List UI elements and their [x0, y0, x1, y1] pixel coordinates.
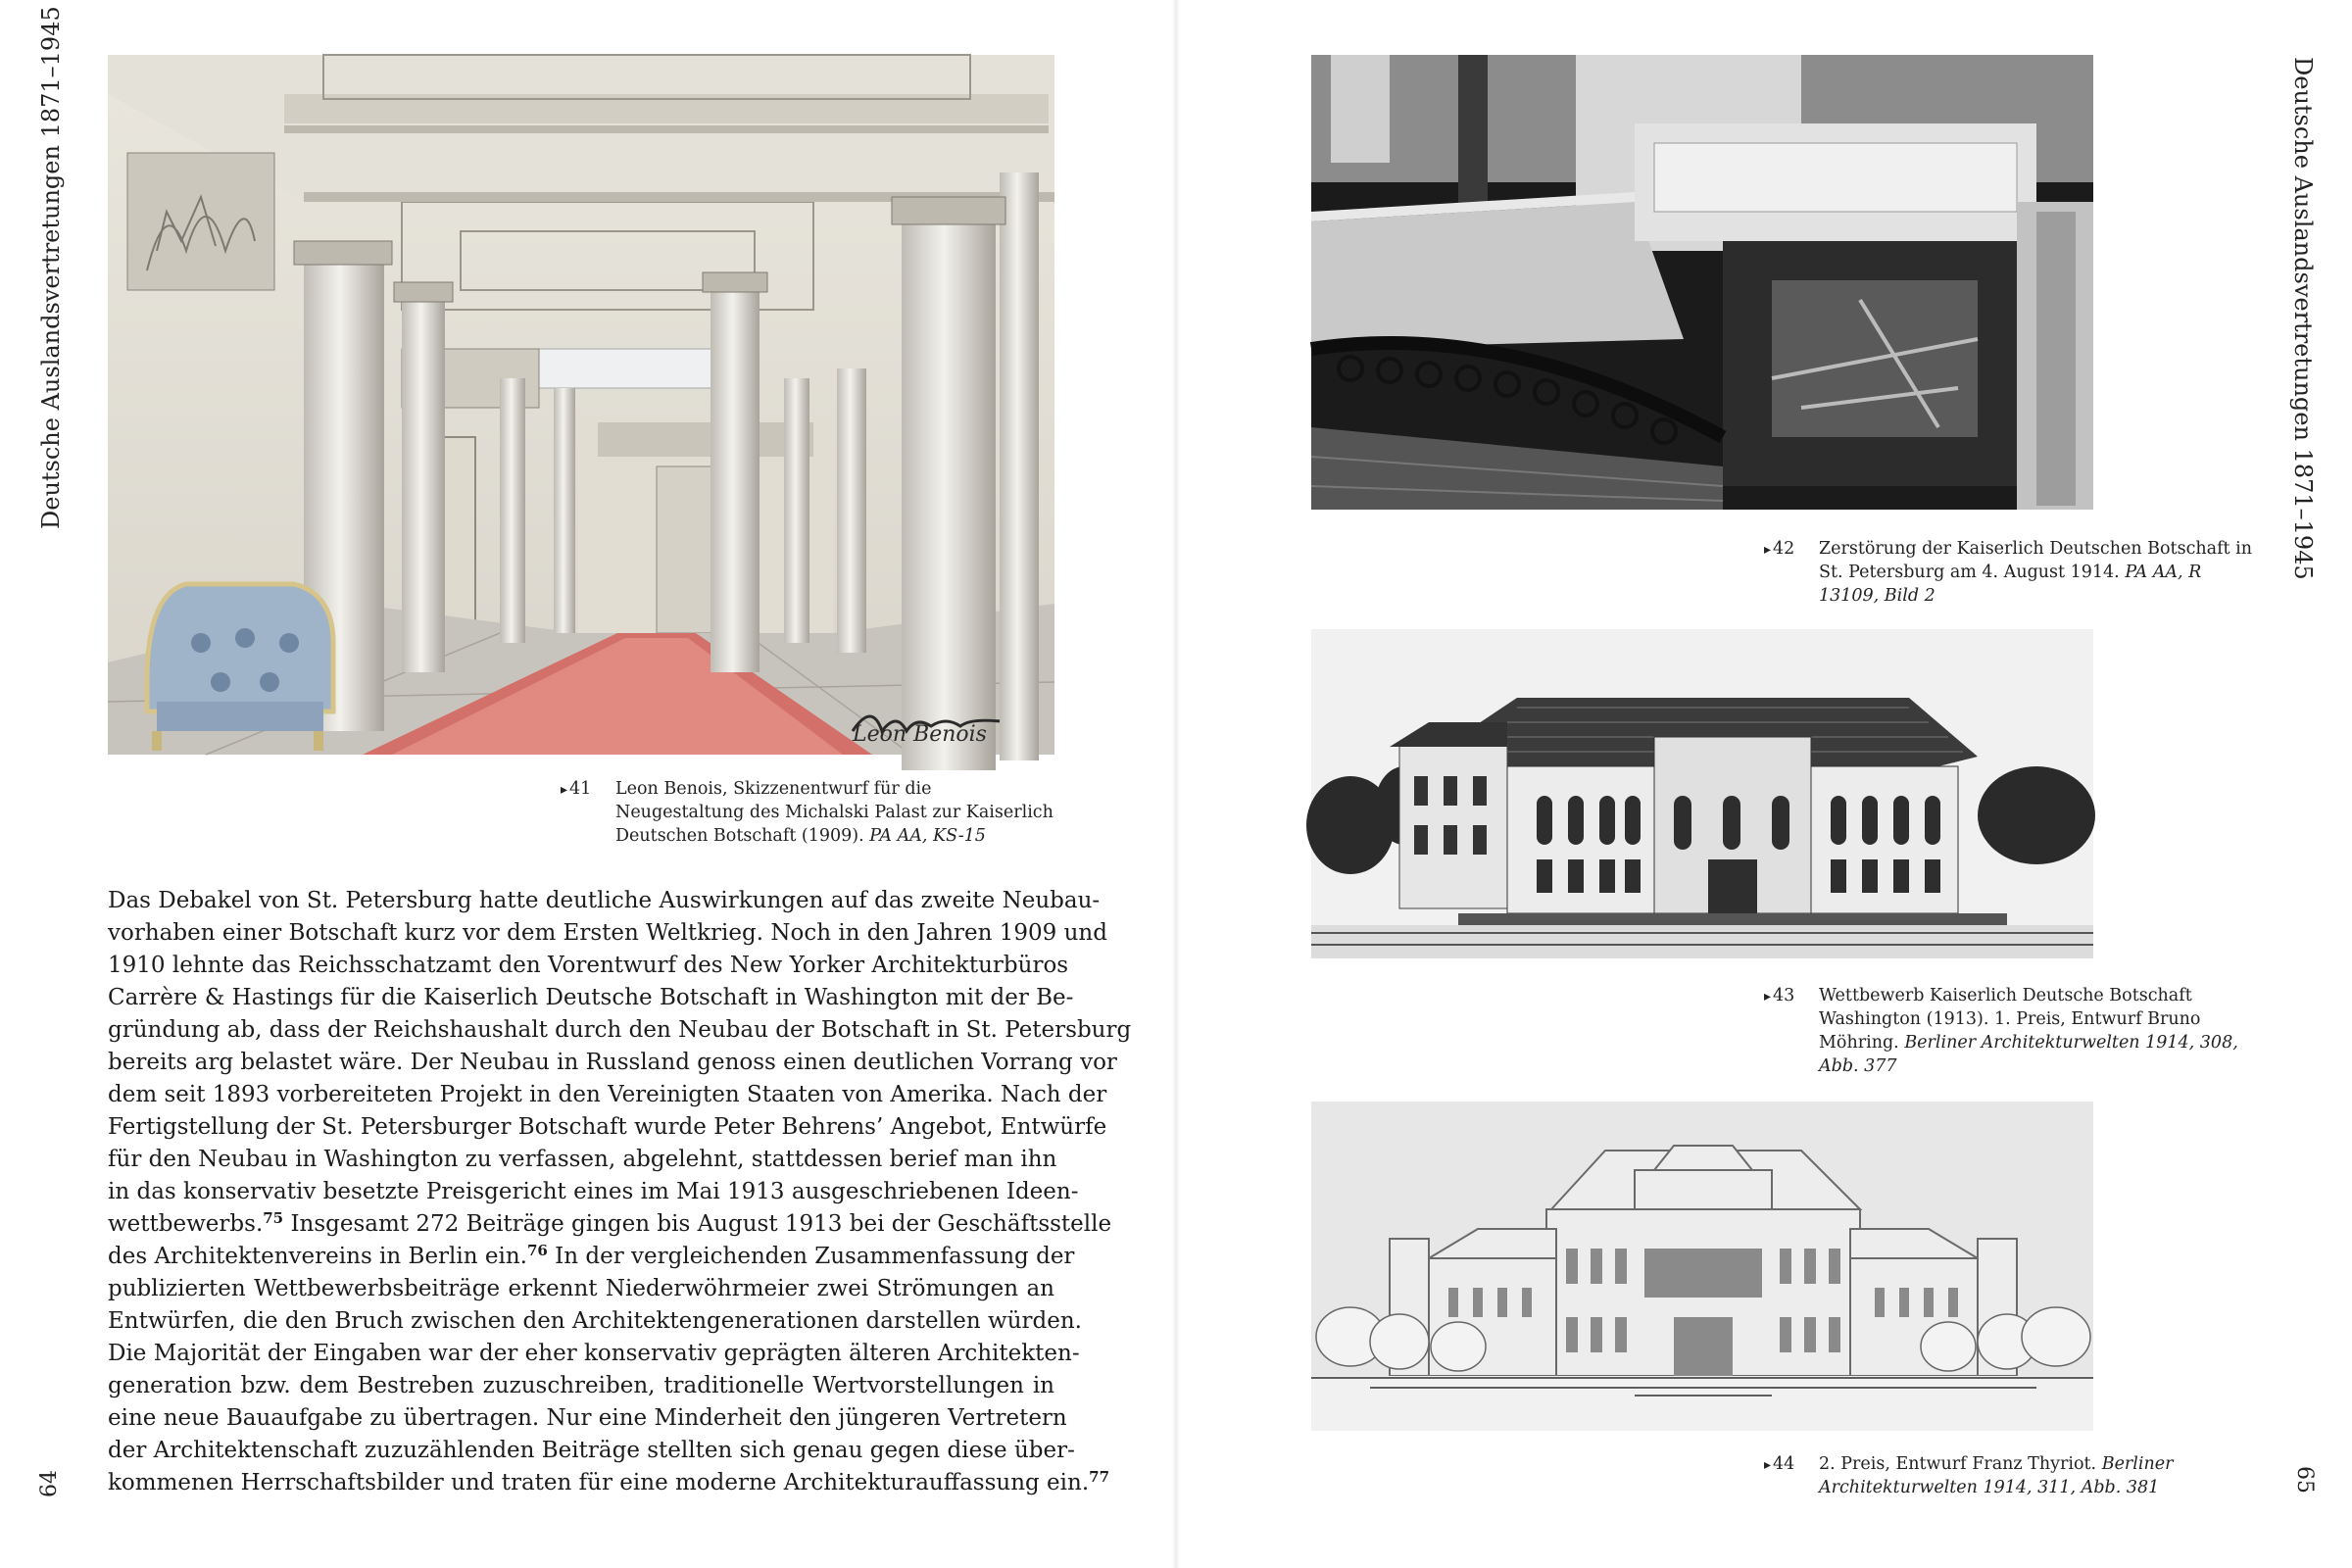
body-line-part: In der vergleichenden Zusammenfassung der — [555, 1244, 1075, 1269]
running-head-right: Deutsche Auslandsvertretungen 1871–1945 — [2289, 57, 2317, 580]
body-line: dem seit 1893 vorbereiteten Projekt in den Vereinigten Staaten von Amerika. Nach der — [108, 1082, 1107, 1107]
page-number-right: 65 — [2292, 1466, 2317, 1494]
figure-number-44: ▸ 44 — [1764, 1452, 1794, 1477]
body-line-part: des Architektenvereins in Berlin ein. — [108, 1244, 527, 1269]
caption-source-41: PA AA, KS-15 — [869, 826, 986, 846]
body-line: gründung ab, dass der Reichshaushalt durch den Neubau der Botschaft in St. Petersburg — [108, 1017, 1132, 1043]
figure-42-destruction-photo — [1311, 55, 2093, 510]
footnote-ref-75: 75 — [263, 1209, 284, 1227]
body-line: Fertigstellung der St. Petersburger Botschaft wurde Peter Behrens’ Angebot, Entwürfe — [108, 1114, 1107, 1140]
caption-figure-44 — [1773, 1452, 2240, 1499]
figure-number-41: ▸ 41 — [561, 777, 591, 802]
artist-signature: Leon Benois — [853, 722, 987, 747]
body-line: Entwürfen, die den Bruch zwischen den Architektengenerationen darstellen würden. — [108, 1308, 1082, 1334]
caption-source-42: PA AA, R 13109, Bild 2 — [1819, 563, 2202, 606]
caption-text-43: Wettbewerb Kaiserlich Deutsche Botschaft Washington (1913). 1. Preis, Entwurf Bruno Möhring. — [1819, 986, 2201, 1053]
caption-text-44: 2. Preis, Entwurf Franz Thyriot. — [1819, 1454, 2097, 1474]
body-line-with-footnotes — [108, 1467, 1110, 1499]
body-line: publizierten Wettbewerbsbeiträge erkennt Niederwöhrmeier zwei Strömungen an — [108, 1276, 1054, 1301]
body-line: Carrère & Hastings für die Kaiserlich Deutsche Botschaft in Washington mit der Be- — [108, 985, 1074, 1010]
body-line-part: Insgesamt 272 Beiträge gingen bis August 1913 bei der Geschäftsstelle — [290, 1211, 1112, 1237]
body-text — [108, 885, 1132, 1499]
figure-number-43: ▸ 43 — [1764, 984, 1794, 1008]
caption-figure-42 — [1773, 537, 2260, 608]
body-line-with-footnotes — [108, 1241, 1075, 1273]
body-line: für den Neubau in Washington zu verfassen, abgelehnt, stattdessen berief man ihn — [108, 1147, 1057, 1172]
caption-figure-41 — [569, 777, 1054, 848]
figure-number-42: ▸ 42 — [1764, 537, 1794, 562]
body-line: vorhaben einer Botschaft kurz vor dem Ersten Weltkrieg. Noch in den Jahren 1909 und — [108, 920, 1107, 946]
body-line: generation bzw. dem Bestreben zuzuschreiben, traditionelle Wertvorstellungen in — [108, 1373, 1054, 1398]
body-line-part: wettbewerbs. — [108, 1211, 264, 1237]
body-line: bereits arg belastet wäre. Der Neubau in Russland genoss einen deutlichen Vorrang vor — [108, 1050, 1117, 1075]
body-line-part: kommenen Herrschaftsbilder und traten für eine moderne Architekturauffassung ein. — [108, 1470, 1090, 1495]
body-line-with-footnotes — [108, 1208, 1112, 1241]
body-line: in das konservativ besetzte Preisgericht eines im Mai 1913 ausgeschriebenen Ideen- — [108, 1179, 1079, 1204]
caption-source-43: Berliner Architekturwelten 1914, 308, Abb. 377 — [1819, 1033, 2238, 1076]
caption-text-42: Zerstörung der Kaiserlich Deutschen Botschaft in St. Petersburg am 4. August 1914. — [1819, 539, 2253, 582]
running-head-left: Deutsche Auslandsvertretungen 1871–1945 — [37, 6, 65, 529]
body-line: eine neue Bauaufgabe zu übertragen. Nur eine Minderheit den jüngeren Vertretern — [108, 1405, 1067, 1431]
body-line: Das Debakel von St. Petersburg hatte deutliche Auswirkungen auf das zweite Neubau- — [108, 888, 1101, 913]
footnote-ref-77: 77 — [1089, 1468, 1110, 1486]
caption-source-44: Berliner Architekturwelten 1914, 311, Abb. 381 — [1819, 1454, 2174, 1497]
body-line: der Architektenschaft zuzuzählenden Beiträge stellten sich genau gegen diese über- — [108, 1438, 1075, 1463]
caption-figure-43 — [1773, 984, 2240, 1078]
figure-44-thyriot-facade — [1311, 1102, 2093, 1431]
book-gutter — [1172, 0, 1180, 1568]
figure-43-moehring-facade — [1311, 629, 2093, 958]
body-line: 1910 lehnte das Reichsschatzamt den Vorentwurf des New Yorker Architekturbüros — [108, 953, 1069, 978]
page-number-left: 64 — [37, 1470, 62, 1497]
body-line: Die Majorität der Eingaben war der eher konservativ geprägten älteren Architekten- — [108, 1341, 1080, 1366]
footnote-ref-76: 76 — [526, 1242, 548, 1259]
figure-41-interior-sketch — [108, 55, 1054, 755]
caption-text-41: Leon Benois, Skizzenentwurf für die Neugestaltung des Michalski Palast zur Kaiserlich Deutschen Botschaft (1909). — [615, 779, 1054, 846]
